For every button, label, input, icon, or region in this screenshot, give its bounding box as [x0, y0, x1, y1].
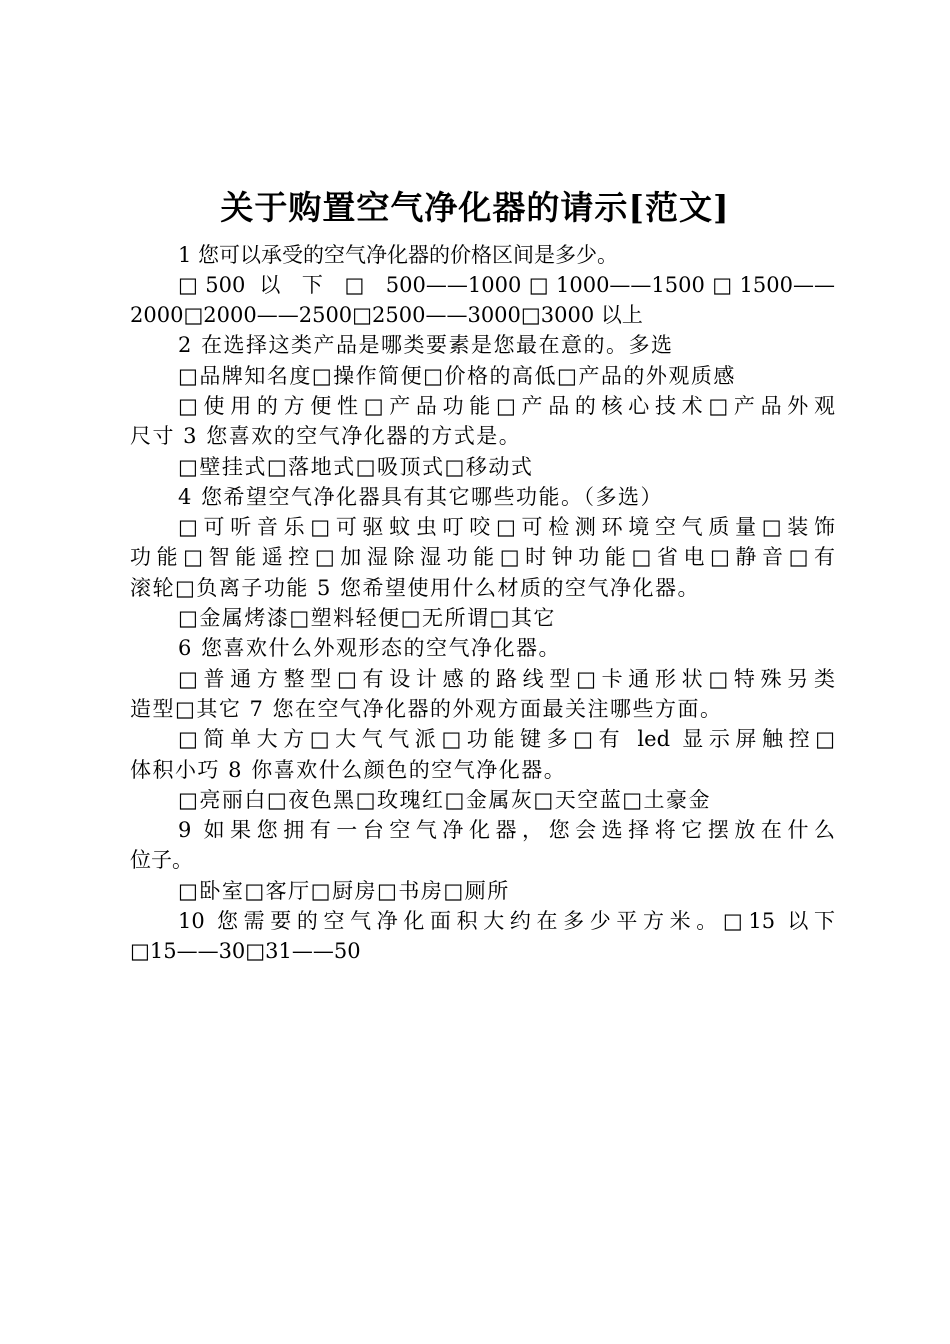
question-9: 9 如果您拥有一台空气净化器，您会选择将它摆放在什么 [178, 818, 835, 842]
question-6-options: □普通方整型□有设计感的路线型□卡通形状□特殊另类 [178, 667, 835, 691]
question-3: 尺寸 3 您喜欢的空气净化器的方式是。 [130, 424, 522, 448]
question-1: 1 您可以承受的空气净化器的价格区间是多少。 [178, 243, 619, 267]
question-9-cont: 位子。 [130, 848, 193, 872]
question-2-options-cont: □使用的方便性□产品功能□产品的核心技术□产品外观 [178, 394, 835, 418]
question-8-options: □亮丽白□夜色黑□玫瑰红□金属灰□天空蓝□土豪金 [178, 788, 712, 812]
question-10: 10 您需要的空气净化面积大约在多少平方米。□15 以下 [178, 909, 835, 933]
question-4-options: □可听音乐□可驱蚊虫叮咬□可检测环境空气质量□装饰 [178, 515, 835, 539]
question-7: 造型□其它 7 您在空气净化器的外观方面最关注哪些方面。 [130, 697, 723, 721]
question-5-options: □金属烤漆□塑料轻便□无所谓□其它 [178, 606, 556, 630]
question-1-options-cont: 2000□2000——2500□2500——3000□3000 以上 [130, 303, 643, 327]
document-title: 关于购置空气净化器的请示[范文] [220, 188, 730, 227]
question-8: 体积小巧 8 你喜欢什么颜色的空气净化器。 [130, 758, 567, 782]
question-10-options: □15——30□31——50 [130, 939, 361, 963]
question-3-options: □壁挂式□落地式□吸顶式□移动式 [178, 455, 534, 479]
question-5: 滚轮□负离子功能 5 您希望使用什么材质的空气净化器。 [130, 576, 701, 600]
question-1-options: □500 以 下 □ 500——1000□1000——1500□1500—— [178, 273, 835, 297]
question-6: 6 您喜欢什么外观形态的空气净化器。 [178, 636, 562, 660]
question-4-options-cont: 功能□智能遥控□加湿除湿功能□时钟功能□省电□静音□有 [130, 545, 835, 569]
question-9-options: □卧室□客厅□厨房□书房□厕所 [178, 879, 510, 903]
question-2: 2 在选择这类产品是哪类要素是您最在意的。多选 [178, 333, 674, 357]
question-2-options: □品牌知名度□操作简便□价格的高低□产品的外观质感 [178, 364, 736, 388]
question-7-options: □简单大方□大气气派□功能键多□有 led 显示屏触控□ [178, 727, 835, 751]
question-4: 4 您希望空气净化器具有其它哪些功能。（多选） [178, 485, 664, 509]
